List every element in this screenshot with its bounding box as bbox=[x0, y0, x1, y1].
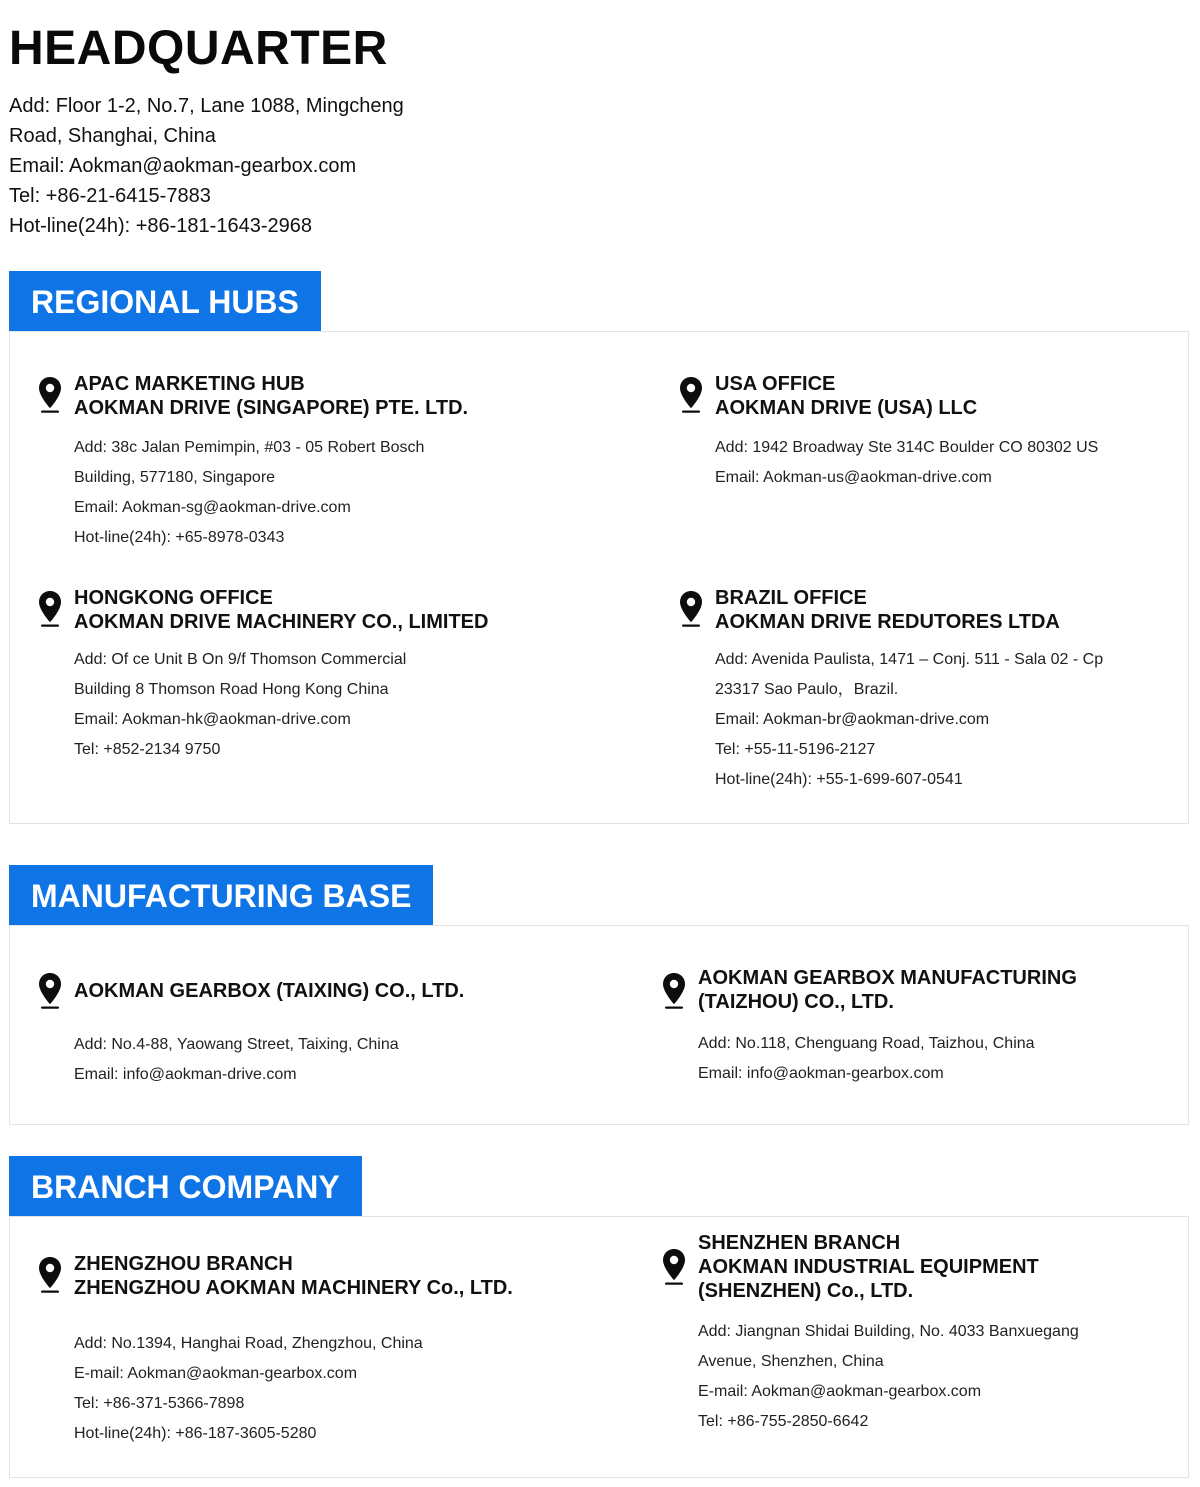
office-address-line: Add: No.4-88, Yaowang Street, Taixing, China bbox=[74, 1036, 399, 1053]
office-hotline[interactable]: Hot-line(24h): +55-1-699-607-0541 bbox=[715, 771, 963, 788]
office-address-line: Add: Of ce Unit B On 9/f Thomson Commercial bbox=[74, 651, 407, 668]
office-details bbox=[715, 645, 1103, 795]
office-details bbox=[698, 1029, 1077, 1089]
office-email[interactable]: Email: Aokman-us@aokman-drive.com bbox=[715, 469, 992, 486]
office-name-line: AOKMAN DRIVE REDUTORES LTDA bbox=[715, 611, 1060, 633]
location-pin-icon bbox=[661, 972, 687, 1010]
office-name bbox=[74, 586, 488, 634]
office-name bbox=[74, 1252, 513, 1300]
office-details bbox=[715, 433, 1098, 493]
office-email[interactable]: Email: info@aokman-gearbox.com bbox=[698, 1065, 944, 1082]
office-name-line: HONGKONG OFFICE bbox=[74, 587, 273, 609]
office-name-line: ZHENGZHOU AOKMAN MACHINERY Co., LTD. bbox=[74, 1277, 513, 1299]
office-hotline[interactable]: Hot-line(24h): +86-187-3605-5280 bbox=[74, 1425, 317, 1442]
office-details bbox=[74, 1329, 513, 1449]
office-name bbox=[698, 966, 1077, 1014]
branch-company-panel bbox=[9, 1216, 1189, 1478]
office-name bbox=[715, 586, 1103, 634]
office-details bbox=[74, 1030, 464, 1090]
office-taizhou bbox=[661, 966, 1077, 1089]
office-email[interactable]: Email: Aokman-sg@aokman-drive.com bbox=[74, 499, 351, 516]
office-address-line: Building 8 Thomson Road Hong Kong China bbox=[74, 681, 389, 698]
office-email[interactable]: Email: info@aokman-drive.com bbox=[74, 1066, 297, 1083]
location-pin-icon bbox=[661, 1248, 687, 1286]
office-name bbox=[698, 1231, 1079, 1303]
manufacturing-base-section bbox=[9, 865, 1189, 1125]
office-name bbox=[74, 972, 464, 1003]
office-name bbox=[74, 372, 468, 420]
headquarter-address-line-2: Road, Shanghai, China bbox=[9, 125, 216, 147]
location-pin-icon bbox=[37, 972, 63, 1010]
office-address-line: Add: 1942 Broadway Ste 314C Boulder CO 80302 US bbox=[715, 439, 1099, 456]
headquarter-address-line-1: Add: Floor 1-2, No.7, Lane 1088, Mingcheng bbox=[9, 95, 404, 117]
regional-hubs-panel bbox=[9, 331, 1189, 824]
office-hotline[interactable]: Hot-line(24h): +65-8978-0343 bbox=[74, 529, 285, 546]
office-name-line: ZHENGZHOU BRANCH bbox=[74, 1253, 293, 1275]
location-pin-icon bbox=[37, 590, 63, 628]
office-address-line: 23317 Sao Paulo，Brazil. bbox=[715, 681, 899, 698]
office-address-line: Add: Avenida Paulista, 1471 – Conj. 511 - Sala 02 - Cp bbox=[715, 651, 1104, 668]
office-tel[interactable]: Tel: +55-11-5196-2127 bbox=[715, 741, 876, 758]
office-email[interactable]: Email: Aokman-br@aokman-drive.com bbox=[715, 711, 990, 728]
headquarter-email[interactable]: Email: Aokman@aokman-gearbox.com bbox=[9, 155, 357, 177]
office-name bbox=[715, 372, 1098, 420]
branch-company-title: BRANCH COMPANY bbox=[9, 1156, 362, 1216]
office-usa bbox=[678, 372, 1098, 493]
regional-hubs-title: REGIONAL HUBS bbox=[9, 271, 321, 331]
office-shenzhen bbox=[661, 1231, 1079, 1437]
office-name-line: BRAZIL OFFICE bbox=[715, 587, 867, 609]
regional-hubs-section bbox=[9, 271, 1189, 824]
office-name-line: APAC MARKETING HUB bbox=[74, 373, 305, 395]
office-address-line: Avenue, Shenzhen, China bbox=[698, 1353, 884, 1370]
office-apac-hub bbox=[37, 372, 468, 553]
location-pin-icon bbox=[37, 376, 63, 414]
office-tel[interactable]: Tel: +852-2134 9750 bbox=[74, 741, 221, 758]
office-email[interactable]: Email: Aokman-hk@aokman-drive.com bbox=[74, 711, 351, 728]
office-address-line: Add: No.1394, Hanghai Road, Zhengzhou, China bbox=[74, 1335, 423, 1352]
office-name-line: AOKMAN DRIVE (USA) LLC bbox=[715, 397, 978, 419]
office-taixing bbox=[37, 972, 464, 1090]
office-address-line: Add: No.118, Chenguang Road, Taizhou, China bbox=[698, 1035, 1035, 1052]
manufacturing-base-title: MANUFACTURING BASE bbox=[9, 865, 433, 925]
office-name-line: AOKMAN INDUSTRIAL EQUIPMENT bbox=[698, 1256, 1039, 1278]
office-tel[interactable]: Tel: +86-755-2850-6642 bbox=[698, 1413, 869, 1430]
office-name-line: AOKMAN DRIVE MACHINERY CO., LIMITED bbox=[74, 611, 489, 633]
headquarter-details bbox=[9, 91, 469, 241]
branch-company-section bbox=[9, 1156, 1189, 1478]
office-email[interactable]: E-mail: Aokman@aokman-gearbox.com bbox=[74, 1365, 358, 1382]
headquarter-hotline[interactable]: Hot-line(24h): +86-181-1643-2968 bbox=[9, 215, 312, 237]
location-pin-icon bbox=[37, 1256, 63, 1294]
office-name-line: SHENZHEN BRANCH bbox=[698, 1232, 901, 1254]
office-hongkong bbox=[37, 586, 488, 765]
headquarter-tel[interactable]: Tel: +86-21-6415-7883 bbox=[9, 185, 211, 207]
location-pin-icon bbox=[678, 590, 704, 628]
office-details bbox=[698, 1317, 1079, 1437]
office-name-line: (TAIZHOU) CO., LTD. bbox=[698, 991, 894, 1013]
manufacturing-base-panel bbox=[9, 925, 1189, 1125]
office-name-line: AOKMAN GEARBOX (TAIXING) CO., LTD. bbox=[74, 980, 465, 1002]
office-tel[interactable]: Tel: +86-371-5366-7898 bbox=[74, 1395, 245, 1412]
office-name-line: USA OFFICE bbox=[715, 373, 836, 395]
office-email[interactable]: E-mail: Aokman@aokman-gearbox.com bbox=[698, 1383, 982, 1400]
office-name-line: (SHENZHEN) Co., LTD. bbox=[698, 1280, 914, 1302]
office-address-line: Add: Jiangnan Shidai Building, No. 4033 Banxuegang bbox=[698, 1323, 1079, 1340]
office-details bbox=[74, 433, 468, 553]
headquarter-block bbox=[9, 18, 469, 241]
office-name-line: AOKMAN GEARBOX MANUFACTURING bbox=[698, 967, 1077, 989]
office-zhengzhou bbox=[37, 1252, 513, 1449]
office-details bbox=[74, 645, 488, 765]
office-address-line: Add: 38c Jalan Pemimpin, #03 - 05 Robert Bosch bbox=[74, 439, 425, 456]
headquarter-title: HEADQUARTER bbox=[9, 22, 388, 75]
location-pin-icon bbox=[678, 376, 704, 414]
office-name-line: AOKMAN DRIVE (SINGAPORE) PTE. LTD. bbox=[74, 397, 469, 419]
office-address-line: Building, 577180, Singapore bbox=[74, 469, 276, 486]
office-brazil bbox=[678, 586, 1103, 795]
